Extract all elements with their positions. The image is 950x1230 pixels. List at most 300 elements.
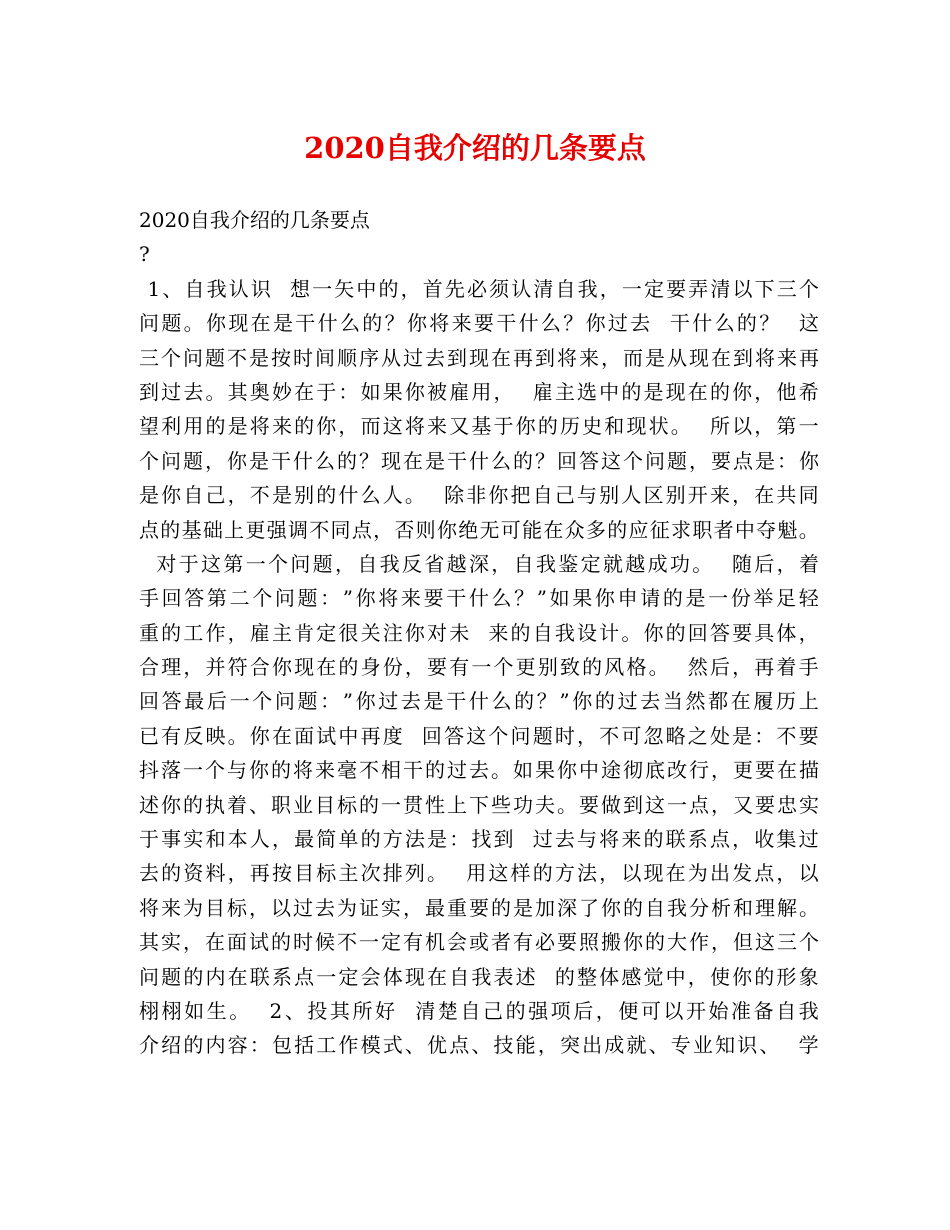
line-character: 为 xyxy=(183,895,203,920)
line-character: 着 xyxy=(798,551,819,576)
line-character: 不 xyxy=(337,930,357,955)
line-character: 定 xyxy=(643,276,664,301)
line-character: 自 xyxy=(357,551,378,576)
line-character: 的 xyxy=(271,758,291,783)
line-character: 的 xyxy=(607,517,628,542)
line-character: 去 xyxy=(183,379,204,404)
body-line xyxy=(139,1028,819,1062)
line-character: 以 xyxy=(621,861,642,886)
line-character: 个 xyxy=(252,586,273,611)
line-character: 题 xyxy=(532,723,553,748)
line-character: 。 xyxy=(670,414,691,439)
line-character: 你 xyxy=(316,414,337,439)
line-character: 的 xyxy=(623,895,643,920)
line-character: 试 xyxy=(316,723,337,748)
line-character: 三 xyxy=(776,276,797,301)
line-character: 什 xyxy=(692,311,713,336)
line-character: 联 xyxy=(249,964,270,989)
line-character: 会 xyxy=(360,964,381,989)
line-character: 简 xyxy=(316,827,337,852)
line-character: 问 xyxy=(139,311,159,336)
line-character: 是 xyxy=(685,586,706,611)
line-character: 自 xyxy=(555,276,576,301)
line-character: 就 xyxy=(626,1033,647,1058)
line-character: 在 xyxy=(754,483,775,508)
line-character: 干 xyxy=(295,311,316,336)
line-character: 作 xyxy=(338,1033,359,1058)
line-character: 设 xyxy=(577,620,597,645)
line-character: 区 xyxy=(643,483,664,508)
line-character: 出 xyxy=(709,861,730,886)
line-character: 方 xyxy=(382,827,403,852)
line-character: 职 xyxy=(271,792,291,817)
line-character: 内 xyxy=(205,964,226,989)
line-character: 生 xyxy=(206,998,227,1023)
line-character: 一 xyxy=(471,655,492,680)
line-character: 并 xyxy=(205,655,226,680)
line-character: 自 xyxy=(532,483,553,508)
line-character: ， xyxy=(599,861,620,886)
line-character: 和 xyxy=(604,414,625,439)
line-character: 上 xyxy=(798,689,819,714)
body-line xyxy=(139,616,819,650)
line-character: 一 xyxy=(245,551,266,576)
line-character: 我 xyxy=(535,551,556,576)
line-character: 的 xyxy=(754,964,775,989)
line-character: 题 xyxy=(183,448,203,473)
line-character: 去 xyxy=(400,689,421,714)
line-character: 是 xyxy=(271,483,292,508)
line-character: 么 xyxy=(714,311,735,336)
line-character: 者 xyxy=(713,517,734,542)
line-character: 贯 xyxy=(403,792,423,817)
line-character: 反 xyxy=(183,723,204,748)
line-character: 法 xyxy=(577,861,597,886)
line-character: 一 xyxy=(359,930,379,955)
line-character: 格 xyxy=(626,655,647,680)
line-character: 越 xyxy=(625,551,646,576)
body-line xyxy=(139,891,819,925)
line-character: 什 xyxy=(338,483,359,508)
line-character: 就 xyxy=(602,551,623,576)
line-character: 象 xyxy=(798,964,819,989)
line-character: 和 xyxy=(733,895,753,920)
line-character: 雇 xyxy=(249,620,270,645)
line-character: 要 xyxy=(798,723,819,748)
line-character: 问 xyxy=(290,551,311,576)
line-character: 一 xyxy=(312,276,333,301)
line-character: 括 xyxy=(294,1033,315,1058)
line-character: 干 xyxy=(446,586,467,611)
line-character: 干 xyxy=(403,758,423,783)
line-character xyxy=(790,306,796,340)
line-character: 。 xyxy=(205,379,226,404)
line-character: ， xyxy=(271,827,292,852)
line-character: 内 xyxy=(205,1033,226,1058)
line-character: 自 xyxy=(184,276,205,301)
body-line xyxy=(139,444,819,478)
line-character: 的 xyxy=(662,586,683,611)
line-character: ” xyxy=(342,689,353,714)
body-line xyxy=(139,788,819,822)
line-character: 面 xyxy=(294,723,315,748)
line-character: 的 xyxy=(294,414,315,439)
line-character: 我 xyxy=(667,895,687,920)
line-character: 要 xyxy=(469,895,489,920)
line-character: 多 xyxy=(585,517,606,542)
line-character: 的 xyxy=(510,620,531,645)
line-character: ” xyxy=(559,689,570,714)
line-character: 实 xyxy=(183,827,204,852)
line-character: 点 xyxy=(139,517,159,542)
line-character: 你 xyxy=(205,311,226,336)
line-character: 机 xyxy=(425,930,445,955)
line-character: 、 xyxy=(284,998,305,1023)
line-character: 的 xyxy=(554,964,575,989)
line-character: 自 xyxy=(532,620,553,645)
line-character: 的 xyxy=(514,689,535,714)
line-character: 魁 xyxy=(777,517,798,542)
line-character xyxy=(281,272,287,306)
line-character: 你 xyxy=(249,723,270,748)
line-character: 从 xyxy=(667,345,687,370)
line-character: 始 xyxy=(708,998,729,1023)
line-character: 要 xyxy=(557,930,577,955)
line-character: 举 xyxy=(753,586,774,611)
line-character: 要 xyxy=(423,586,444,611)
line-character: ， xyxy=(493,379,514,404)
line-character: 表 xyxy=(493,964,514,989)
line-character: 随 xyxy=(731,551,752,576)
line-character: 清 xyxy=(710,276,731,301)
line-character: 什 xyxy=(468,586,489,611)
line-character: 自 xyxy=(776,998,797,1023)
line-character: 么 xyxy=(339,311,360,336)
line-character: 中 xyxy=(579,758,599,783)
line-character xyxy=(436,478,442,512)
line-character: 下 xyxy=(469,792,489,817)
line-character: ？ xyxy=(359,448,379,473)
line-character: 在 xyxy=(403,448,423,473)
line-character: 于 xyxy=(139,827,159,852)
line-character: ， xyxy=(249,895,269,920)
line-character: 学 xyxy=(798,1033,819,1058)
line-character: 个 xyxy=(252,689,273,714)
line-character: 着 xyxy=(227,792,247,817)
line-character: 我 xyxy=(577,276,598,301)
line-character: 定 xyxy=(381,930,401,955)
line-character xyxy=(715,547,721,581)
line-character xyxy=(524,822,530,856)
line-character: 清 xyxy=(415,998,436,1023)
line-character: 是 xyxy=(513,895,533,920)
line-character: 应 xyxy=(628,517,649,542)
line-character: 其 xyxy=(329,998,350,1023)
line-character: ： xyxy=(754,723,775,748)
line-character: 这 xyxy=(201,551,222,576)
line-character: 成 xyxy=(604,1033,625,1058)
line-character: 在 xyxy=(711,345,731,370)
line-character: 点 xyxy=(754,861,775,886)
line-character: 过 xyxy=(403,345,423,370)
line-character: 是 xyxy=(227,414,248,439)
line-character: 体 xyxy=(382,964,403,989)
line-character: 所 xyxy=(709,414,730,439)
line-character: 来 xyxy=(709,483,730,508)
line-character: 答 xyxy=(161,689,182,714)
line-character: 众 xyxy=(564,517,585,542)
line-character: 定 xyxy=(338,964,359,989)
line-character: 的 xyxy=(161,861,182,886)
line-character: 述 xyxy=(139,792,159,817)
line-character: 历 xyxy=(559,414,580,439)
line-character: 、 xyxy=(162,276,183,301)
line-character: 按 xyxy=(271,345,291,370)
line-character: 来 xyxy=(451,311,472,336)
line-character: ， xyxy=(776,861,797,886)
line-character: 题 xyxy=(297,586,318,611)
line-character: 的 xyxy=(505,998,526,1023)
line-character: 三 xyxy=(139,345,159,370)
line-character: ？ xyxy=(536,689,557,714)
line-character: 么 xyxy=(491,448,511,473)
line-character: 来 xyxy=(161,895,181,920)
line-character: 当 xyxy=(662,689,683,714)
body-line xyxy=(139,478,819,512)
line-character: 这 xyxy=(755,930,775,955)
line-character: 你 xyxy=(732,964,753,989)
line-character: 强 xyxy=(528,998,549,1023)
line-character: 一 xyxy=(798,414,819,439)
line-character: 我 xyxy=(379,551,400,576)
line-character: ， xyxy=(338,414,359,439)
line-character: 历 xyxy=(776,689,797,714)
line-character: 这 xyxy=(488,861,509,886)
line-character: 。 xyxy=(183,311,204,336)
line-character: 着 xyxy=(776,655,797,680)
body-line xyxy=(139,719,819,753)
line-character: 你 xyxy=(557,758,577,783)
line-character: 具 xyxy=(754,620,775,645)
line-character: 中 xyxy=(734,517,755,542)
line-character: 答 xyxy=(184,586,205,611)
line-character: 现 xyxy=(381,448,401,473)
line-character: 什 xyxy=(518,311,539,336)
line-character: 问 xyxy=(183,345,203,370)
line-character: 非 xyxy=(466,483,487,508)
line-character: 更 xyxy=(245,517,266,542)
line-character: 问 xyxy=(274,689,295,714)
line-character: 过 xyxy=(293,895,313,920)
line-character xyxy=(427,478,433,512)
line-character: 会 xyxy=(447,930,467,955)
line-character: 模 xyxy=(360,1033,381,1058)
line-character xyxy=(471,616,477,650)
line-character xyxy=(723,547,729,581)
line-character: 功 xyxy=(513,792,533,817)
line-character: 理 xyxy=(161,655,182,680)
line-character: 省 xyxy=(424,551,445,576)
line-character: 将 xyxy=(249,414,270,439)
line-character: 干 xyxy=(669,311,690,336)
line-character: 解 xyxy=(777,895,797,920)
line-character: 在 xyxy=(205,930,225,955)
line-character: 身 xyxy=(360,655,381,680)
line-character: 成 xyxy=(647,551,668,576)
line-character: 以 xyxy=(663,998,684,1023)
line-character: 过 xyxy=(798,827,819,852)
line-character: 本 xyxy=(227,827,248,852)
line-character: 是 xyxy=(423,689,444,714)
line-character: 一 xyxy=(229,689,250,714)
line-character: 这 xyxy=(645,792,665,817)
line-character xyxy=(671,650,677,684)
line-character: 做 xyxy=(601,792,621,817)
line-character: 后 xyxy=(709,655,730,680)
line-character: 最 xyxy=(425,895,445,920)
line-character: 度 xyxy=(382,723,403,748)
line-character: 同 xyxy=(798,483,819,508)
line-character: 再 xyxy=(754,655,775,680)
line-character: 份 xyxy=(382,655,403,680)
line-character xyxy=(516,822,522,856)
line-character: 于 xyxy=(178,551,199,576)
line-character: 有 xyxy=(449,655,470,680)
line-character: 标 xyxy=(337,792,357,817)
line-character: 了 xyxy=(579,895,599,920)
line-character: 份 xyxy=(730,586,751,611)
line-character: 照 xyxy=(579,930,599,955)
line-character: 很 xyxy=(338,620,359,645)
line-character: 后 xyxy=(573,998,594,1023)
line-character: 作 xyxy=(689,930,709,955)
line-character: 的 xyxy=(736,311,757,336)
line-character: 底 xyxy=(645,758,665,783)
line-character: 中 xyxy=(665,964,686,989)
line-character: 以 xyxy=(732,414,753,439)
line-character: 能 xyxy=(515,1033,536,1058)
line-character: 题 xyxy=(205,345,225,370)
line-character: 用 xyxy=(183,414,204,439)
line-character: 将 xyxy=(599,827,620,852)
line-character xyxy=(693,409,699,443)
line-character: 有 xyxy=(513,930,533,955)
line-character: 自 xyxy=(513,551,534,576)
line-character: 的 xyxy=(205,414,226,439)
line-character xyxy=(406,994,412,1028)
line-character: 面 xyxy=(227,930,247,955)
body-line xyxy=(139,684,819,718)
line-character xyxy=(524,375,530,409)
line-character: 又 xyxy=(733,792,753,817)
line-character: 矢 xyxy=(334,276,355,301)
line-character: 去 xyxy=(640,689,661,714)
line-character: 其 xyxy=(139,930,159,955)
body-line xyxy=(139,513,819,547)
line-character: 一 xyxy=(183,758,203,783)
body-line xyxy=(139,341,819,375)
line-character: 些 xyxy=(491,792,511,817)
line-character: 申 xyxy=(617,586,638,611)
line-character: 你 xyxy=(572,689,593,714)
line-character: 。 xyxy=(692,551,713,576)
line-character: 他 xyxy=(776,379,797,404)
line-character: 为 xyxy=(687,861,708,886)
line-character: 有 xyxy=(403,930,423,955)
line-character: 栩 xyxy=(161,998,182,1023)
line-character: 定 xyxy=(580,551,601,576)
line-character: 现 xyxy=(665,379,686,404)
line-character: 轻 xyxy=(798,586,819,611)
line-character: 的 xyxy=(337,448,357,473)
line-character xyxy=(261,994,267,1028)
line-character: 果 xyxy=(382,379,403,404)
line-character: 求 xyxy=(671,517,692,542)
line-character: 履 xyxy=(753,689,774,714)
line-character: 我 xyxy=(471,964,492,989)
line-character: 处 xyxy=(709,723,730,748)
line-character: 肯 xyxy=(294,620,315,645)
line-character: 将 xyxy=(429,311,450,336)
line-character: 一 xyxy=(667,792,687,817)
line-character: 个 xyxy=(205,758,225,783)
body-line xyxy=(139,375,819,409)
line-character: ， xyxy=(599,276,620,301)
line-character: 人 xyxy=(249,827,270,852)
line-character: 项 xyxy=(550,998,571,1023)
line-character: 史 xyxy=(582,414,603,439)
line-character: 方 xyxy=(554,861,575,886)
line-character: 希 xyxy=(798,379,819,404)
line-character xyxy=(701,409,707,443)
line-character: 第 xyxy=(206,586,227,611)
line-character: 必 xyxy=(535,930,555,955)
line-character: 要 xyxy=(579,792,599,817)
line-character: 中 xyxy=(356,276,377,301)
line-character: 果 xyxy=(572,586,593,611)
line-character: 不 xyxy=(309,517,330,542)
line-character: 基 xyxy=(181,517,202,542)
line-character: 在 xyxy=(227,964,248,989)
line-character: 我 xyxy=(206,276,227,301)
line-character: 、 xyxy=(249,792,269,817)
line-character: 个 xyxy=(798,276,819,301)
line-character: 你 xyxy=(585,311,606,336)
line-character: 之 xyxy=(687,723,708,748)
line-character: 则 xyxy=(415,517,436,542)
line-character: ， xyxy=(754,379,775,404)
line-character: 去 xyxy=(554,827,575,852)
line-character: 样 xyxy=(510,861,531,886)
line-character: 于 xyxy=(493,414,514,439)
line-character: 。 xyxy=(799,895,819,920)
line-character: 的 xyxy=(645,930,665,955)
line-character: 后 xyxy=(206,689,227,714)
body-line xyxy=(139,925,819,959)
line-character xyxy=(405,719,411,753)
line-character: 料 xyxy=(205,861,226,886)
line-character: 么 xyxy=(491,689,512,714)
line-character: 体 xyxy=(776,620,797,645)
line-character xyxy=(653,306,659,340)
line-character: 栩 xyxy=(139,998,159,1023)
line-character: 标 xyxy=(227,895,247,920)
line-character: 手 xyxy=(798,655,819,680)
line-character: ？ xyxy=(759,311,780,336)
body-line xyxy=(139,650,819,684)
line-character: 你 xyxy=(355,586,376,611)
line-character: 这 xyxy=(466,723,487,748)
